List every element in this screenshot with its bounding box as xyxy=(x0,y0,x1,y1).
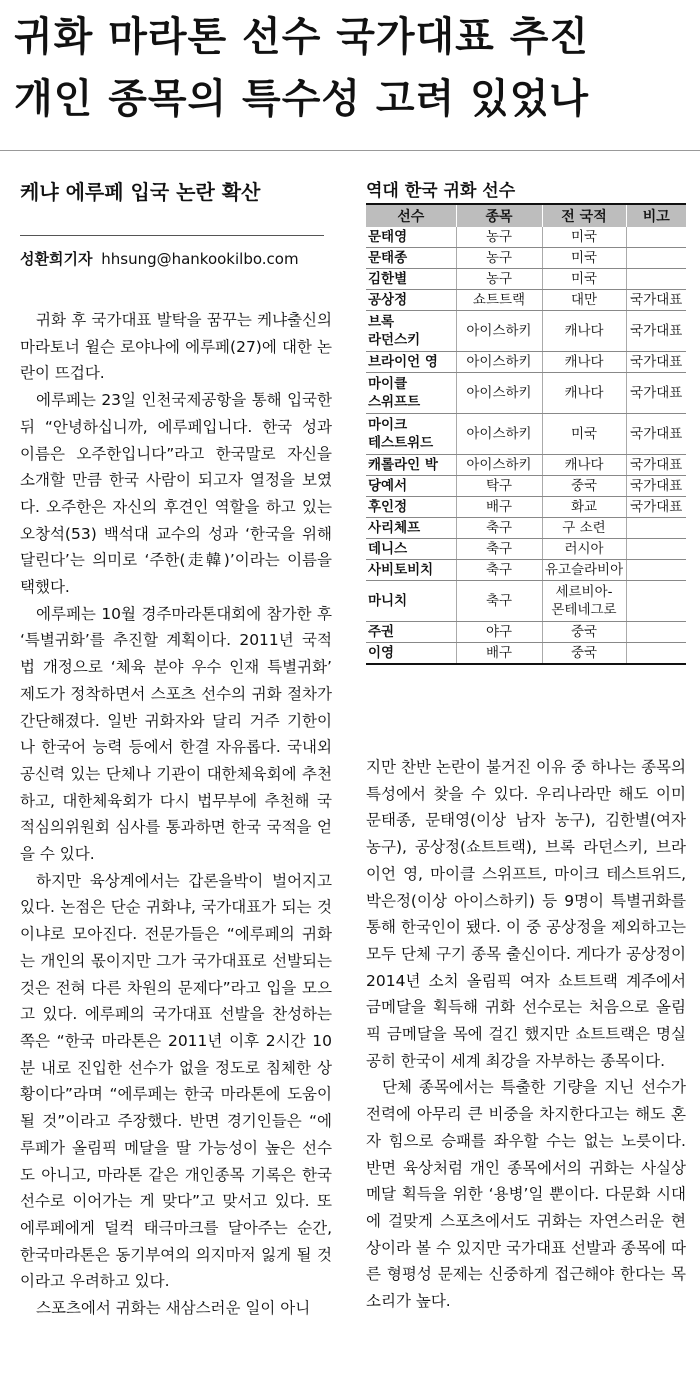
athlete-cell: 데니스 xyxy=(366,539,456,560)
column-header-note: 비고 xyxy=(626,205,686,227)
paragraph: 스포츠에서 귀화는 새삼스러운 일이 아니 xyxy=(36,1299,311,1318)
athlete-cell: 당예서 xyxy=(366,476,456,497)
article-column-left xyxy=(20,307,332,1322)
table-row xyxy=(366,539,686,560)
prev-nationality-cell: 캐나다 xyxy=(542,311,626,352)
note-cell: 국가대표 xyxy=(626,352,686,373)
headline-line-2: 개인 종목의 특수성 고려 있었나 xyxy=(14,76,590,122)
paragraph: 에루페는 23일 인천국제공항을 통해 입국한 뒤 “안녕하십니까, 에루페입니다. 한국 성과 이름은 오주한입니다”라고 한국말로 자신을 소개할 만큼 한국 사람이 되고자 열정을 보였다. 오주한은 자신의 후견인 역할을 하고 있는 오창석(53) 백석대 교수의 성과 ‘한국을 위해 달린다’는 의미로 ‘주한(走韓)’이라는 이름을 택했다. xyxy=(20,391,332,597)
byline xyxy=(20,248,299,269)
prev-nationality-cell: 미국 xyxy=(542,269,626,290)
naturalized-athletes-table xyxy=(366,205,686,665)
note-cell: 국가대표 xyxy=(626,455,686,476)
table-body xyxy=(366,227,686,664)
athlete-cell: 브록 라던스키 xyxy=(366,311,456,352)
athlete-cell: 마니치 xyxy=(366,581,456,622)
sport-cell: 아이스하키 xyxy=(456,373,542,414)
note-cell xyxy=(626,248,686,269)
sport-cell: 아이스하키 xyxy=(456,352,542,373)
subheadline-rule xyxy=(20,235,324,236)
sport-cell: 배구 xyxy=(456,497,542,518)
sport-cell: 농구 xyxy=(456,227,542,248)
athlete-cell: 마이클 스위프트 xyxy=(366,373,456,414)
sport-cell: 농구 xyxy=(456,248,542,269)
table-row xyxy=(366,560,686,581)
sport-cell: 축구 xyxy=(456,581,542,622)
sport-cell: 야구 xyxy=(456,622,542,643)
prev-nationality-cell: 대만 xyxy=(542,290,626,311)
headline-divider xyxy=(0,150,700,151)
table-row xyxy=(366,497,686,518)
table-row xyxy=(366,455,686,476)
headline xyxy=(14,6,694,130)
note-cell xyxy=(626,560,686,581)
note-cell xyxy=(626,227,686,248)
prev-nationality-cell: 구 소련 xyxy=(542,518,626,539)
table-header-row xyxy=(366,205,686,227)
prev-nationality-cell: 화교 xyxy=(542,497,626,518)
table-row xyxy=(366,290,686,311)
table-row xyxy=(366,622,686,643)
sport-cell: 아이스하키 xyxy=(456,311,542,352)
sport-cell: 아이스하키 xyxy=(456,414,542,455)
reporter-email: hhsung@hankookilbo.com xyxy=(101,250,299,268)
prev-nationality-cell: 미국 xyxy=(542,414,626,455)
paragraph: 지만 찬반 논란이 불거진 이유 중 하나는 종목의 특성에서 찾을 수 있다. 우리나라만 해도 이미 문태종, 문태영(이상 남자 농구), 김한별(여자 농구), 공상정(쇼트트랙), 브록 라던스키, 브라이언 영, 마이클 스위프트, 마이크 테스트위드, 박은정(이상 아이스하키) 등 9명이 특별귀화를 통해 한국인이 됐다. 이 중 공상정을 제외하고는 모두 단체 구기 종목 출신이다. 게다가 공상정이 2014년 소치 올림픽 여자 쇼트트랙 계주에서 금메달을 획득해 귀화 선수로는 처음으로 올림픽 금메달을 목에 걸긴 했지만 쇼트트랙은 명실 공히 한국이 세계 최강을 자부하는 종목이다. xyxy=(366,758,686,1070)
note-cell: 국가대표 xyxy=(626,497,686,518)
reporter-name: 성환희기자 xyxy=(20,250,93,268)
athlete-cell: 마이크 테스트위드 xyxy=(366,414,456,455)
subheadline: 케냐 에루페 입국 논란 확산 xyxy=(20,180,261,204)
sport-cell: 아이스하키 xyxy=(456,455,542,476)
article-column-right xyxy=(366,754,686,1315)
prev-nationality-cell: 중국 xyxy=(542,476,626,497)
sport-cell: 축구 xyxy=(456,518,542,539)
prev-nationality-cell: 세르비아- 몬테네그로 xyxy=(542,581,626,622)
prev-nationality-cell: 캐나다 xyxy=(542,352,626,373)
prev-nationality-cell: 유고슬라비아 xyxy=(542,560,626,581)
note-cell xyxy=(626,581,686,622)
note-cell xyxy=(626,539,686,560)
table-row xyxy=(366,643,686,665)
athlete-cell: 공상정 xyxy=(366,290,456,311)
athlete-cell: 이영 xyxy=(366,643,456,665)
note-cell xyxy=(626,269,686,290)
prev-nationality-cell: 미국 xyxy=(542,227,626,248)
table-title: 역대 한국 귀화 선수 xyxy=(366,181,516,201)
table-row xyxy=(366,311,686,352)
table-row xyxy=(366,248,686,269)
sport-cell: 축구 xyxy=(456,539,542,560)
prev-nationality-cell: 러시아 xyxy=(542,539,626,560)
note-cell xyxy=(626,622,686,643)
paragraph: 단체 종목에서는 특출한 기량을 지닌 선수가 전력에 아무리 큰 비중을 차지한다고는 해도 혼자 힘으로 승패를 좌우할 수는 없는 노릇이다. 반면 육상처럼 개인 종목에서의 귀화는 사실상 메달 획득을 위한 ‘용병’일 뿐이다. 다문화 시대에 걸맞게 스포츠에서도 귀화는 자연스러운 현상이라 볼 수 있지만 국가대표 선발과 종목에 따른 형평성 문제는 신중하게 접근해야 한다는 목소리가 높다. xyxy=(366,1078,686,1311)
note-cell: 국가대표 xyxy=(626,414,686,455)
column-header-athlete: 선수 xyxy=(366,205,456,227)
table-row xyxy=(366,414,686,455)
note-cell: 국가대표 xyxy=(626,290,686,311)
note-cell: 국가대표 xyxy=(626,311,686,352)
prev-nationality-cell: 중국 xyxy=(542,643,626,665)
athlete-cell: 김한별 xyxy=(366,269,456,290)
paragraph: 에루페는 10월 경주마라톤대회에 참가한 후 ‘특별귀화’를 추진할 계획이다. 2011년 국적법 개정으로 ‘체육 분야 우수 인재 특별귀화’ 제도가 정착하면서 스포츠 선수의 귀화 절차가 간단해졌다. 일반 귀화자와 달리 거주 기한이나 한국어 능력 등에서 한결 자유롭다. 국내외 공신력 있는 단체나 기관이 대한체육회에 추천하고, 대한체육회가 다시 법무부에 추천해 국적심의위원회 심사를 통과하면 한국 국적을 얻을 수 있다. xyxy=(20,604,332,864)
athlete-cell: 후인정 xyxy=(366,497,456,518)
note-cell xyxy=(626,643,686,665)
table-row xyxy=(366,476,686,497)
note-cell: 국가대표 xyxy=(626,476,686,497)
athlete-cell: 문태종 xyxy=(366,248,456,269)
paragraph: 하지만 육상계에서는 갑론을박이 벌어지고 있다. 논점은 단순 귀화냐, 국가대표가 되는 것이냐로 모아진다. 전문가들은 “에루페의 귀화는 개인의 몫이지만 그가 국가대표로 선발되는 것은 전혀 다른 차원의 문제다”라고 입을 모으고 있다. 에루페의 국가대표 선발을 찬성하는 쪽은 “한국 마라톤은 2011년 이후 2시간 10분 내로 진입한 선수가 없을 정도로 침체한 상황이다”라며 “에루페는 한국 마라톤에 도움이 될 것”이라고 주장했다. 반면 경기인들은 “에루페가 올림픽 메달을 딸 가능성이 높은 선수도 아니고, 마라톤 같은 개인종목 기록은 한국 선수로 이어가는 게 맞다”고 맞서고 있다. 또 에루페에게 덜컥 태극마크를 달아주는 순간, 한국마라톤은 동기부여의 의지마저 잃게 될 것이라고 우려하고 있다. xyxy=(20,871,332,1291)
athlete-cell: 사비토비치 xyxy=(366,560,456,581)
athlete-cell: 브라이언 영 xyxy=(366,352,456,373)
sport-cell: 탁구 xyxy=(456,476,542,497)
paragraph: 귀화 후 국가대표 발탁을 꿈꾸는 케냐출신의 마라토너 윌슨 로야나에 에루페(27)에 대한 논란이 뜨겁다. xyxy=(20,311,332,383)
athlete-cell: 캐롤라인 박 xyxy=(366,455,456,476)
column-header-sport: 종목 xyxy=(456,205,542,227)
table-row xyxy=(366,227,686,248)
table-row xyxy=(366,269,686,290)
sport-cell: 쇼트트랙 xyxy=(456,290,542,311)
athlete-cell: 주권 xyxy=(366,622,456,643)
prev-nationality-cell: 캐나다 xyxy=(542,373,626,414)
column-header-prev-nationality: 전 국적 xyxy=(542,205,626,227)
athlete-cell: 문태영 xyxy=(366,227,456,248)
table-row xyxy=(366,581,686,622)
prev-nationality-cell: 미국 xyxy=(542,248,626,269)
sport-cell: 배구 xyxy=(456,643,542,665)
note-cell xyxy=(626,518,686,539)
athlete-cell: 사리체프 xyxy=(366,518,456,539)
prev-nationality-cell: 캐나다 xyxy=(542,455,626,476)
headline-line-1: 귀화 마라톤 선수 국가대표 추진 xyxy=(14,14,590,60)
prev-nationality-cell: 중국 xyxy=(542,622,626,643)
table-row xyxy=(366,518,686,539)
table-row xyxy=(366,373,686,414)
sport-cell: 축구 xyxy=(456,560,542,581)
sport-cell: 농구 xyxy=(456,269,542,290)
table-row xyxy=(366,352,686,373)
note-cell: 국가대표 xyxy=(626,373,686,414)
